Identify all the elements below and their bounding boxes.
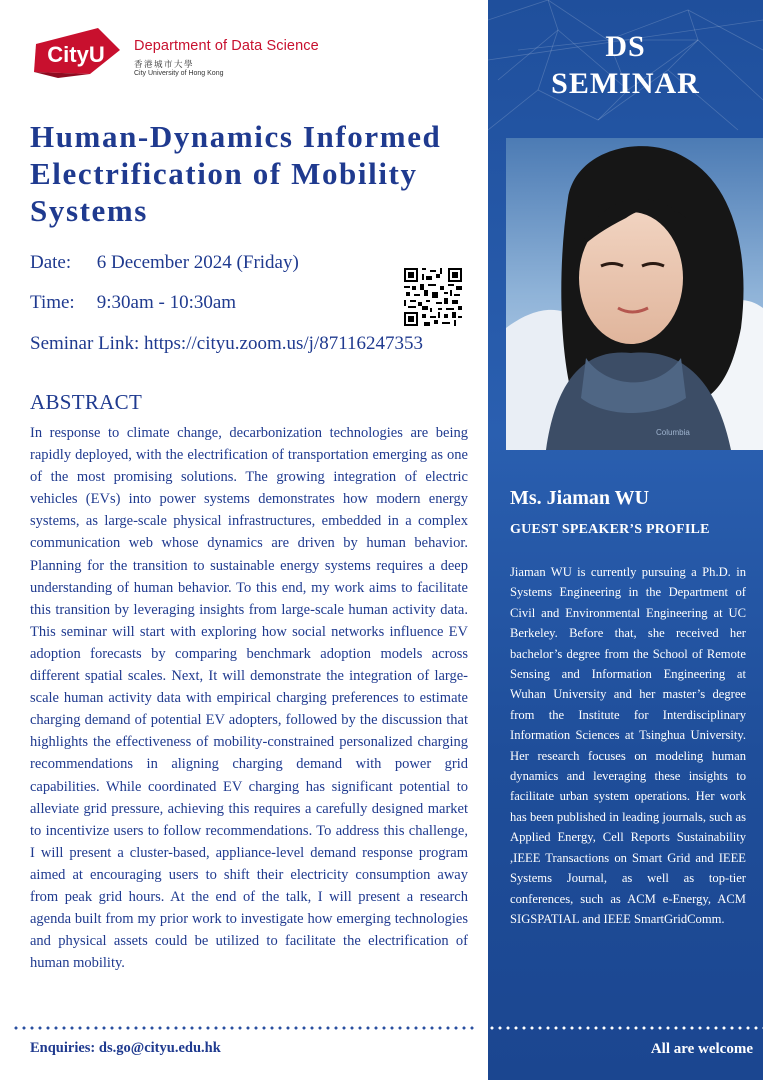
- speaker-name: Ms. Jiaman WU: [510, 487, 650, 509]
- link-row: [30, 333, 423, 355]
- cityu-logo-icon: [28, 24, 124, 82]
- qr-code-icon[interactable]: [404, 268, 462, 326]
- cityu-logo: [28, 24, 319, 82]
- speaker-profile-heading: GUEST SPEAKER’S PROFILE: [510, 522, 710, 537]
- date-row: [30, 252, 299, 274]
- speaker-photo: [506, 138, 763, 450]
- date-label: Date:: [30, 252, 72, 273]
- time-row: [30, 292, 236, 314]
- logo-wordmark: CityU: [47, 42, 105, 67]
- dotted-divider-right: [488, 1026, 763, 1030]
- university-name-zh: 香港城市大學: [134, 60, 195, 70]
- seminar-title: Human-Dynamics Informed Electrification of Mobility Systems: [30, 119, 442, 228]
- speaker-bio: Jiaman WU is currently pursuing a Ph.D. in Systems Engineering in the Department of Civil and Environmental Engineering at UC Berkeley. Before that, she received her bachelor’s degree from the School of Remote Sensing and Information Engineering at Wuhan University and her master’s degree from the Institute for Interdisciplinary Information Sciences at Tsinghua University. Her research focuses on modeling human dynamics and leveraging these insights to facilitate urban system operations. Her work has been published in leading journals, such as Applied Energy, Cell Reports Sustainability ,IEEE Transactions on Smart Grid and IEEE Systems Journal, as well as top-tier conferences, such as ACM e-Energy, ACM SIGSPATIAL and IEEE SmartGridComm.: [510, 565, 746, 926]
- department-name: Department of Data Science: [134, 38, 319, 54]
- enquiries-contact[interactable]: Enquiries: ds.go@cityu.edu.hk: [30, 1040, 221, 1056]
- university-name-en: City University of Hong Kong: [134, 70, 224, 77]
- seminar-series-line2: SEMINAR: [551, 67, 700, 100]
- jacket-brand: Columbia: [656, 428, 690, 437]
- link-label: Seminar Link:: [30, 333, 140, 354]
- zoom-link[interactable]: https://cityu.zoom.us/j/87116247353: [143, 333, 424, 354]
- date-value: 6 December 2024 (Friday): [96, 252, 299, 273]
- seminar-series-line1: DS: [605, 30, 646, 63]
- time-value: 9:30am - 10:30am: [96, 292, 237, 313]
- dotted-divider: [12, 1026, 477, 1030]
- speaker-panel: [488, 0, 763, 1080]
- abstract-heading: ABSTRACT: [30, 390, 143, 414]
- abstract-body: In response to climate change, decarbonization technologies are being rapidly deployed, with the electrification of transportation emerging as one of the most promising solutions. The growing integration of electric vehicles (EVs) into power systems demonstrates how modern energy systems, as large-scale physical infrastructures, embedded in a complex communication web whose dynamics are driven by human behavior. Planning for the transition to sustainable energy systems requires a deep understanding of human behavior. To this end, my work aims to facilitate this transition by leveraging insights from large-scale human activity data. This seminar will start with exploring how social networks influence EV adoption forecasts by comparing benchmark adoption models across different spatial scales. Next, It will demonstrate the integration of large-scale human activity data with empirical charging preferences to estimate charging demand of potential EV adopters, followed by the discussion that highlights the effectiveness of mobility-constrained personalized charging recommendations in aligning charging demand with power grid capabilities. While coordinated EV charging has significant potential to alleviate grid pressure, achieving this requires a carefully designed market to incentivize users to follow recommendations. To address this challenge, I will present a cluster-based, appliance-level demand response program aimed at encouraging users to shift their electricity consumption away from peak grid hours. At the end of the talk, I will present a research agenda built from my prior work to investigate how emerging technologies and physical assets could be utilized to facilitate the electrification of human mobility.: [30, 425, 468, 972]
- time-label: Time:: [30, 292, 75, 313]
- welcome-note: All are welcome: [650, 1041, 753, 1057]
- seminar-series-title: [488, 28, 763, 102]
